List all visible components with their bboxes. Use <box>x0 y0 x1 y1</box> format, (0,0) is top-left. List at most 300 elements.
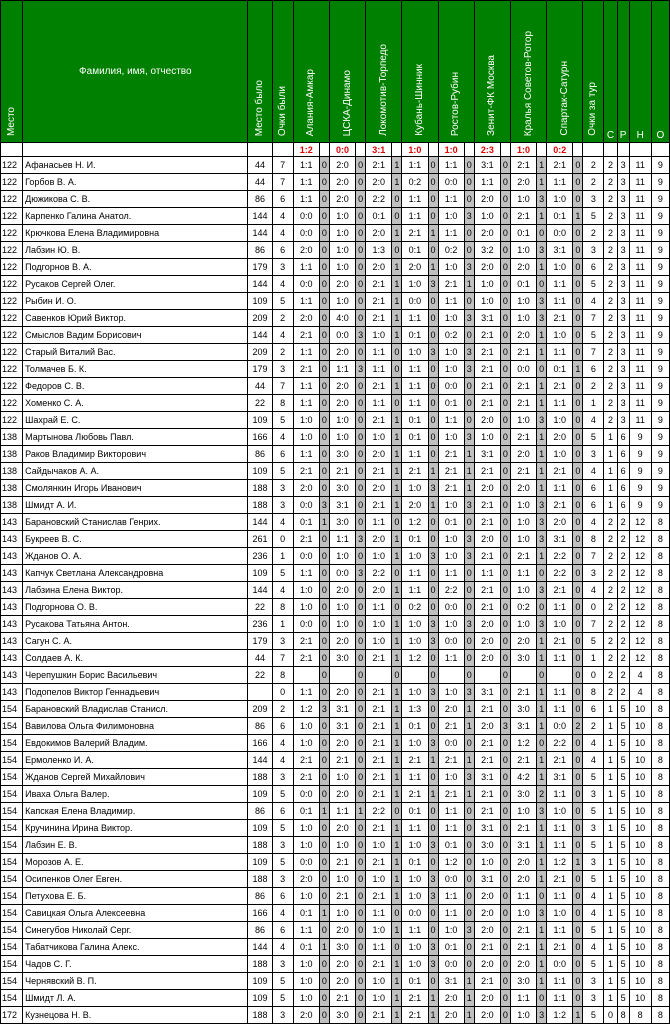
match-points-cell: 0 <box>356 276 366 293</box>
prediction-cell: 1:0 <box>510 531 536 548</box>
tour-points-cell: 3 <box>583 565 604 582</box>
match-points-cell: 0 <box>464 956 474 973</box>
match-points-cell: 0 <box>428 446 438 463</box>
tour-points-cell: 4 <box>583 412 604 429</box>
prediction-cell: 1:1 <box>329 531 355 548</box>
stat-cell: 11 <box>629 242 651 259</box>
match-points-cell: 0 <box>319 718 329 735</box>
stat-cell: 6 <box>617 463 629 480</box>
prediction-cell: 2:1 <box>510 922 536 939</box>
prediction-cell: 0:0 <box>293 225 319 242</box>
tour-points-cell: 4 <box>583 905 604 922</box>
name-cell: Русакова Татьяна Антон. <box>23 616 248 633</box>
match-points-cell: 0 <box>537 888 547 905</box>
match-points-cell: 0 <box>428 667 438 684</box>
prediction-cell: 2:0 <box>474 531 500 548</box>
points-before-cell: 4 <box>272 735 293 752</box>
prediction-cell: 1:1 <box>438 905 464 922</box>
stat-cell: 8 <box>651 531 669 548</box>
match-points-cell: 1 <box>537 429 547 446</box>
points-before-cell: 4 <box>272 327 293 344</box>
match-points-cell: 1 <box>464 718 474 735</box>
header-match-7: Кралья Советов-Ротор <box>510 1 546 143</box>
match-points-cell: 0 <box>319 667 329 684</box>
name-cell: Шахрай Е. С. <box>23 412 248 429</box>
prediction-cell: 2:1 <box>402 752 428 769</box>
match-points-cell: 1 <box>464 973 474 990</box>
prediction-cell: 2:0 <box>329 973 355 990</box>
match-points-cell: 0 <box>392 242 402 259</box>
prediction-cell: 3:1 <box>474 820 500 837</box>
match-points-cell: 0 <box>573 922 583 939</box>
table-row <box>1 616 670 633</box>
match-points-cell: 1 <box>537 157 547 174</box>
match-points-cell: 1 <box>392 684 402 701</box>
stat-cell: 5 <box>617 871 629 888</box>
prediction-cell: 1:1 <box>402 769 428 786</box>
match-points-cell: 1 <box>392 854 402 871</box>
prediction-cell: 1:0 <box>438 548 464 565</box>
stat-cell: 2 <box>617 514 629 531</box>
stat-cell: 9 <box>651 310 669 327</box>
stat-cell: 12 <box>629 514 651 531</box>
prediction-cell: 1:1 <box>293 565 319 582</box>
prediction-cell: 0:0 <box>293 854 319 871</box>
stat-cell: 1 <box>604 701 617 718</box>
match-points-cell: 1 <box>537 395 547 412</box>
match-points-cell: 0 <box>392 344 402 361</box>
name-cell: Петухова Е. Б. <box>23 888 248 905</box>
prev-place-cell: 236 <box>248 616 272 633</box>
match-points-cell: 0 <box>464 327 474 344</box>
match-points-cell: 0 <box>428 973 438 990</box>
stat-cell: 12 <box>629 633 651 650</box>
points-before-cell: 6 <box>272 803 293 820</box>
match-points-cell: 0 <box>428 157 438 174</box>
stat-cell: 10 <box>629 735 651 752</box>
prediction-cell <box>293 667 319 684</box>
name-cell: Савенков Юрий Виктор. <box>23 310 248 327</box>
points-before-cell: 6 <box>272 191 293 208</box>
stat-cell: 12 <box>629 531 651 548</box>
match-points-cell: 3 <box>537 293 547 310</box>
prediction-cell: 1:1 <box>366 395 392 412</box>
prev-place-cell: 109 <box>248 412 272 429</box>
result-6: 2:3 <box>474 143 500 157</box>
match-points-cell: 1 <box>428 990 438 1007</box>
prediction-cell: 2:1 <box>366 293 392 310</box>
match-points-cell: 1 <box>392 786 402 803</box>
match-points-cell: 1 <box>464 752 474 769</box>
match-points-cell: 1 <box>392 225 402 242</box>
name-cell: Толмачев Б. К. <box>23 361 248 378</box>
prediction-cell: 2:0 <box>510 480 536 497</box>
match-points-cell: 3 <box>428 480 438 497</box>
match-points-cell: 1 <box>537 174 547 191</box>
prediction-cell: 2:1 <box>547 939 573 956</box>
stat-cell: 5 <box>617 786 629 803</box>
stat-cell: 5 <box>617 701 629 718</box>
stat-cell: 6 <box>617 429 629 446</box>
prediction-cell: 0:0 <box>438 871 464 888</box>
prediction-cell: 2:0 <box>438 1007 464 1024</box>
table-row <box>1 191 670 208</box>
points-before-cell: 3 <box>272 956 293 973</box>
match-points-cell: 0 <box>319 786 329 803</box>
prediction-cell: 2:1 <box>366 463 392 480</box>
match-points-cell: 3 <box>356 361 366 378</box>
prediction-cell: 2:1 <box>438 446 464 463</box>
prediction-cell: 2:2 <box>547 548 573 565</box>
prev-place-cell: 44 <box>248 174 272 191</box>
match-points-cell: 0 <box>356 429 366 446</box>
prediction-cell: 1:1 <box>402 820 428 837</box>
prediction-cell: 3:0 <box>510 701 536 718</box>
match-points-cell: 1 <box>537 820 547 837</box>
prev-place-cell: 86 <box>248 446 272 463</box>
prediction-cell: 0:0 <box>438 956 464 973</box>
prev-place-cell: 209 <box>248 310 272 327</box>
match-points-cell: 0 <box>356 820 366 837</box>
match-points-cell: 3 <box>500 718 510 735</box>
prediction-cell: 1:0 <box>293 973 319 990</box>
prediction-cell: 1:1 <box>547 650 573 667</box>
match-points-cell: 0 <box>319 174 329 191</box>
prediction-cell: 2:0 <box>438 990 464 1007</box>
match-points-cell: 0 <box>392 208 402 225</box>
prediction-cell: 1:0 <box>329 871 355 888</box>
prev-place-cell: 188 <box>248 837 272 854</box>
match-points-cell: 0 <box>356 633 366 650</box>
prediction-cell: 1:0 <box>329 905 355 922</box>
place-cell: 138 <box>1 446 23 463</box>
match-points-cell: 1 <box>537 871 547 888</box>
prediction-cell: 2:1 <box>329 463 355 480</box>
stat-cell: 3 <box>617 310 629 327</box>
stat-cell: 10 <box>629 939 651 956</box>
prediction-cell: 0:0 <box>547 956 573 973</box>
prediction-cell: 1:2 <box>510 735 536 752</box>
prediction-cell: 1:1 <box>438 157 464 174</box>
match-points-cell: 1 <box>392 973 402 990</box>
match-points-cell: 1 <box>537 752 547 769</box>
stat-cell: 10 <box>629 752 651 769</box>
match-points-cell: 1 <box>392 497 402 514</box>
prediction-cell: 0:0 <box>547 225 573 242</box>
match-points-cell: 0 <box>356 293 366 310</box>
match-points-cell: 1 <box>356 803 366 820</box>
prediction-cell: 2:0 <box>402 259 428 276</box>
prediction-cell: 1:1 <box>547 888 573 905</box>
match-points-cell: 0 <box>392 191 402 208</box>
match-points-cell: 0 <box>500 344 510 361</box>
match-points-cell: 1 <box>537 208 547 225</box>
stat-cell: 2 <box>604 395 617 412</box>
prediction-cell: 2:1 <box>366 1007 392 1024</box>
prediction-cell: 2:1 <box>402 463 428 480</box>
name-cell: Горбов В. А. <box>23 174 248 191</box>
match-points-cell: 0 <box>319 973 329 990</box>
match-points-cell: 3 <box>428 344 438 361</box>
points-before-cell: 8 <box>272 667 293 684</box>
match-points-cell: 1 <box>428 463 438 480</box>
stat-cell: 8 <box>651 888 669 905</box>
match-points-cell: 0 <box>428 599 438 616</box>
match-points-cell: 1 <box>392 378 402 395</box>
prediction-cell: 2:1 <box>510 939 536 956</box>
stat-cell: 1 <box>604 803 617 820</box>
match-points-cell: 0 <box>356 871 366 888</box>
match-points-cell: 0 <box>573 293 583 310</box>
stat-cell: 1 <box>604 497 617 514</box>
stat-cell: 1 <box>604 854 617 871</box>
match-points-cell: 1 <box>392 752 402 769</box>
prediction-cell: 2:1 <box>366 956 392 973</box>
prediction-cell: 3:0 <box>329 650 355 667</box>
table-row <box>1 344 670 361</box>
prev-place-cell: 86 <box>248 803 272 820</box>
prediction-cell: 2:1 <box>366 497 392 514</box>
match-points-cell: 0 <box>319 735 329 752</box>
prediction-cell: 2:1 <box>366 276 392 293</box>
header-points-before: Очки были <box>272 1 293 143</box>
table-row <box>1 735 670 752</box>
stat-cell: 8 <box>651 837 669 854</box>
prediction-cell: 3:0 <box>329 480 355 497</box>
prediction-cell: 1:0 <box>510 616 536 633</box>
prediction-cell: 1:1 <box>366 939 392 956</box>
prediction-cell: 1:0 <box>329 769 355 786</box>
stat-cell: 1 <box>604 939 617 956</box>
prediction-cell: 2:0 <box>329 922 355 939</box>
match-points-cell: 0 <box>500 667 510 684</box>
prediction-cell: 2:1 <box>366 650 392 667</box>
table-row <box>1 888 670 905</box>
prediction-cell: 1:0 <box>402 276 428 293</box>
prediction-cell: 2:1 <box>366 735 392 752</box>
prediction-cell: 1:0 <box>366 990 392 1007</box>
match-points-cell: 0 <box>573 582 583 599</box>
prediction-cell: 1:0 <box>293 837 319 854</box>
match-points-cell: 0 <box>356 718 366 735</box>
name-cell: Лабзин Ю. В. <box>23 242 248 259</box>
prediction-cell: 0:1 <box>510 276 536 293</box>
match-points-cell: 1 <box>537 650 547 667</box>
prediction-cell: 1:1 <box>402 446 428 463</box>
match-points-cell: 0 <box>500 752 510 769</box>
prediction-cell: 0:0 <box>293 548 319 565</box>
prediction-cell: 2:1 <box>438 752 464 769</box>
prev-place-cell: 188 <box>248 497 272 514</box>
name-cell: Солдаев А. К. <box>23 650 248 667</box>
prediction-cell: 2:1 <box>329 990 355 1007</box>
prediction-cell: 0:1 <box>402 327 428 344</box>
prev-place-cell: 236 <box>248 548 272 565</box>
points-before-cell: 6 <box>272 718 293 735</box>
prev-place-cell: 109 <box>248 293 272 310</box>
prediction-cell: 1:1 <box>438 565 464 582</box>
match-points-cell: 1 <box>464 990 474 1007</box>
match-points-cell: 0 <box>500 701 510 718</box>
table-row <box>1 684 670 701</box>
prediction-cell: 1:0 <box>366 922 392 939</box>
prediction-cell: 3:0 <box>510 973 536 990</box>
stat-cell: 5 <box>617 718 629 735</box>
match-points-cell: 0 <box>464 888 474 905</box>
points-before-cell: 0 <box>272 531 293 548</box>
prediction-cell: 0:1 <box>366 208 392 225</box>
match-points-cell: 0 <box>500 497 510 514</box>
name-cell: Афанасьев Н. И. <box>23 157 248 174</box>
match-points-cell: 0 <box>356 905 366 922</box>
match-points-cell: 1 <box>392 633 402 650</box>
stat-cell: 8 <box>651 735 669 752</box>
match-points-cell: 3 <box>537 803 547 820</box>
tour-points-cell: 6 <box>583 480 604 497</box>
match-points-cell: 0 <box>356 225 366 242</box>
prediction-cell: 2:0 <box>293 242 319 259</box>
match-points-cell: 0 <box>464 905 474 922</box>
match-points-cell: 0 <box>356 616 366 633</box>
stat-cell: 9 <box>651 344 669 361</box>
prediction-cell: 1:1 <box>293 191 319 208</box>
stat-cell: 1 <box>604 429 617 446</box>
prediction-cell: 1:0 <box>293 735 319 752</box>
match-points-cell: 3 <box>537 310 547 327</box>
tour-points-cell: 2 <box>583 157 604 174</box>
match-points-cell: 1 <box>392 888 402 905</box>
stat-cell: 8 <box>651 939 669 956</box>
prediction-cell: 2:1 <box>402 990 428 1007</box>
prediction-cell <box>329 667 355 684</box>
points-before-cell: 3 <box>272 480 293 497</box>
prev-place-cell: 109 <box>248 854 272 871</box>
prediction-cell: 1:0 <box>402 871 428 888</box>
match-points-cell: 0 <box>428 701 438 718</box>
match-points-cell: 0 <box>573 514 583 531</box>
table-row <box>1 378 670 395</box>
match-points-cell: 0 <box>464 225 474 242</box>
match-points-cell: 1 <box>464 446 474 463</box>
match-points-cell: 0 <box>428 412 438 429</box>
stat-cell: 3 <box>617 276 629 293</box>
stat-cell: 1 <box>604 735 617 752</box>
stat-cell: 3 <box>617 259 629 276</box>
match-points-cell: 0 <box>392 905 402 922</box>
prediction-cell: 1:0 <box>402 939 428 956</box>
prediction-cell: 1:0 <box>510 905 536 922</box>
match-points-cell: 1 <box>392 293 402 310</box>
match-points-cell: 0 <box>319 684 329 701</box>
points-before-cell: 4 <box>272 752 293 769</box>
stat-cell: 2 <box>617 616 629 633</box>
match-points-cell: 3 <box>464 922 474 939</box>
prediction-cell: 1:1 <box>510 888 536 905</box>
stat-cell: 8 <box>651 752 669 769</box>
match-points-cell: 1 <box>537 548 547 565</box>
prediction-cell: 2:0 <box>329 276 355 293</box>
match-points-cell: 0 <box>573 973 583 990</box>
header-match-6: Зенит-ФК Москва <box>474 1 510 143</box>
tour-points-cell: 0 <box>583 667 604 684</box>
prediction-cell: 2:0 <box>329 582 355 599</box>
points-before-cell: 8 <box>272 395 293 412</box>
prediction-cell: 2:0 <box>329 820 355 837</box>
stat-cell: 10 <box>629 718 651 735</box>
match-points-cell: 0 <box>319 956 329 973</box>
place-cell: 154 <box>1 752 23 769</box>
result-2: 0:0 <box>329 143 355 157</box>
stat-cell: 10 <box>629 820 651 837</box>
match-points-cell: 0 <box>500 446 510 463</box>
name-cell: Старый Виталий Вас. <box>23 344 248 361</box>
stat-cell: 9 <box>651 497 669 514</box>
match-points-cell: 1 <box>537 854 547 871</box>
tour-points-cell: 3 <box>583 854 604 871</box>
points-before-cell: 4 <box>272 582 293 599</box>
stat-cell: 4 <box>629 684 651 701</box>
match-points-cell: 3 <box>464 310 474 327</box>
match-points-cell: 0 <box>428 905 438 922</box>
stat-cell: 2 <box>604 225 617 242</box>
prediction-cell: 1:1 <box>474 565 500 582</box>
match-points-cell: 3 <box>428 939 438 956</box>
match-points-cell: 0 <box>500 854 510 871</box>
points-before-cell: 4 <box>272 208 293 225</box>
match-points-cell: 1 <box>392 259 402 276</box>
stat-cell: 11 <box>629 259 651 276</box>
stat-cell: 3 <box>617 293 629 310</box>
stat-cell: 9 <box>629 446 651 463</box>
prediction-cell: 2:1 <box>474 599 500 616</box>
prediction-cell: 0:1 <box>293 514 319 531</box>
match-points-cell: 0 <box>319 820 329 837</box>
points-before-cell: 3 <box>272 259 293 276</box>
tour-points-cell: 8 <box>583 684 604 701</box>
prediction-cell: 2:0 <box>474 191 500 208</box>
prediction-cell: 0:1 <box>293 905 319 922</box>
stat-cell: 5 <box>617 854 629 871</box>
prediction-cell: 1:0 <box>293 990 319 1007</box>
tour-points-cell: 5 <box>583 633 604 650</box>
result-1: 1:2 <box>293 143 319 157</box>
stat-cell: 1 <box>604 480 617 497</box>
prediction-cell: 1:0 <box>293 718 319 735</box>
stat-cell: 2 <box>604 259 617 276</box>
prediction-cell: 0:2 <box>438 242 464 259</box>
match-points-cell: 1 <box>392 548 402 565</box>
prediction-cell: 1:0 <box>402 956 428 973</box>
match-points-cell: 0 <box>356 939 366 956</box>
stat-cell: 9 <box>651 429 669 446</box>
stat-cell: 11 <box>629 174 651 191</box>
match-points-cell: 0 <box>319 650 329 667</box>
match-points-cell: 0 <box>319 276 329 293</box>
match-points-cell: 0 <box>573 327 583 344</box>
stat-cell: 8 <box>651 990 669 1007</box>
name-cell: Дюжикова С. В. <box>23 191 248 208</box>
tour-points-cell: 3 <box>583 446 604 463</box>
prediction-cell: 1:1 <box>547 276 573 293</box>
result-3: 3:1 <box>366 143 392 157</box>
match-points-cell: 0 <box>428 378 438 395</box>
match-points-cell: 1 <box>537 463 547 480</box>
prediction-cell: 0:0 <box>438 174 464 191</box>
prediction-cell: 1:0 <box>366 616 392 633</box>
stat-cell: 10 <box>629 854 651 871</box>
match-points-cell: 0 <box>500 480 510 497</box>
prediction-cell: 1:1 <box>402 208 428 225</box>
